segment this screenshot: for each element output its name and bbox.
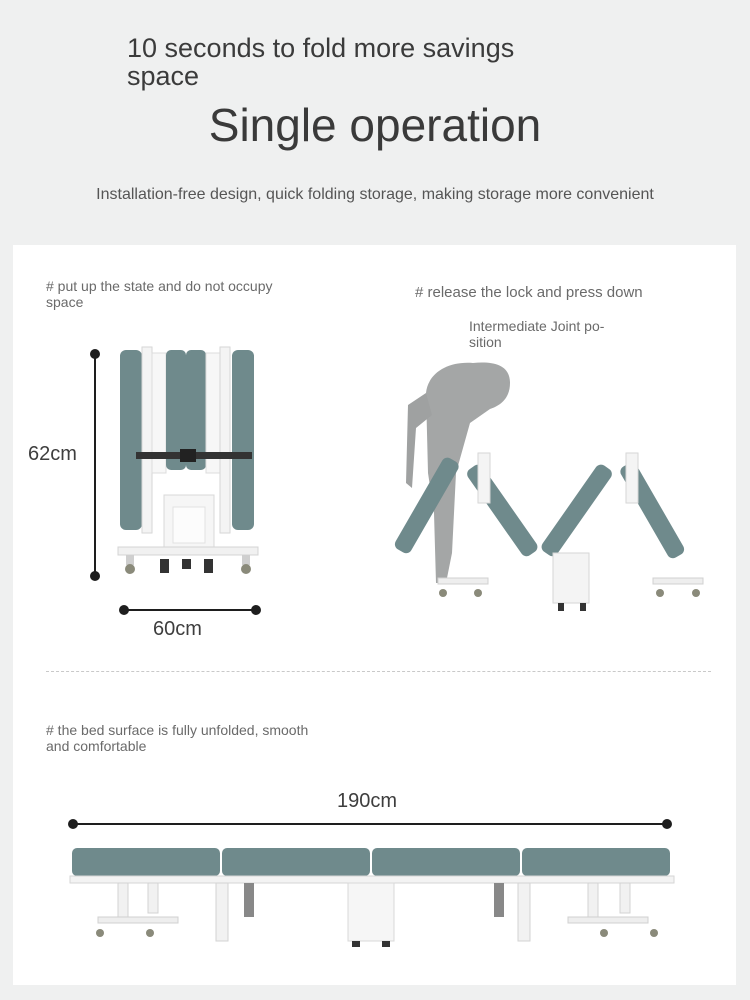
subtitle: Installation-free design, quick folding storage, making storage more convenient xyxy=(96,186,654,203)
folded-bed-illustration xyxy=(118,347,268,579)
height-dim-line xyxy=(94,354,96,576)
width-dim-line xyxy=(124,609,256,611)
unfolded-bed-illustration xyxy=(68,843,678,953)
height-dim-bottom-dot xyxy=(90,571,100,581)
width-dim-right-dot xyxy=(251,605,261,615)
length-dim-line xyxy=(73,823,667,825)
length-dimension-label: 190cm xyxy=(337,790,398,812)
joint-position-label xyxy=(469,318,604,350)
headline xyxy=(127,34,587,90)
section-divider xyxy=(46,671,711,672)
joint-label-line-2: sition xyxy=(469,334,502,350)
width-dimension-label: 60cm xyxy=(153,618,202,640)
height-dimension-label: 62cm xyxy=(28,443,77,465)
folded-note-line-2: space xyxy=(46,294,84,310)
release-lock-note: # release the lock and press down xyxy=(415,284,643,301)
unfolded-note-line-1: # the bed surface is fully unfolded, smooth xyxy=(46,722,309,738)
length-dim-right-dot xyxy=(662,819,672,829)
page-title: Single operation xyxy=(208,99,542,151)
folded-note-line-1: # put up the state and do not occupy xyxy=(46,278,273,294)
unfolded-note-line-2: and comfortable xyxy=(46,738,147,754)
content-panel xyxy=(13,245,736,985)
headline-line-1: 10 seconds to fold more savings xyxy=(127,33,515,63)
unfolding-bed-illustration xyxy=(398,353,718,603)
headline-line-2: space xyxy=(127,61,200,91)
folded-note xyxy=(46,278,273,310)
joint-label-line-1: Intermediate Joint po- xyxy=(469,318,605,334)
unfolded-note xyxy=(46,722,308,754)
